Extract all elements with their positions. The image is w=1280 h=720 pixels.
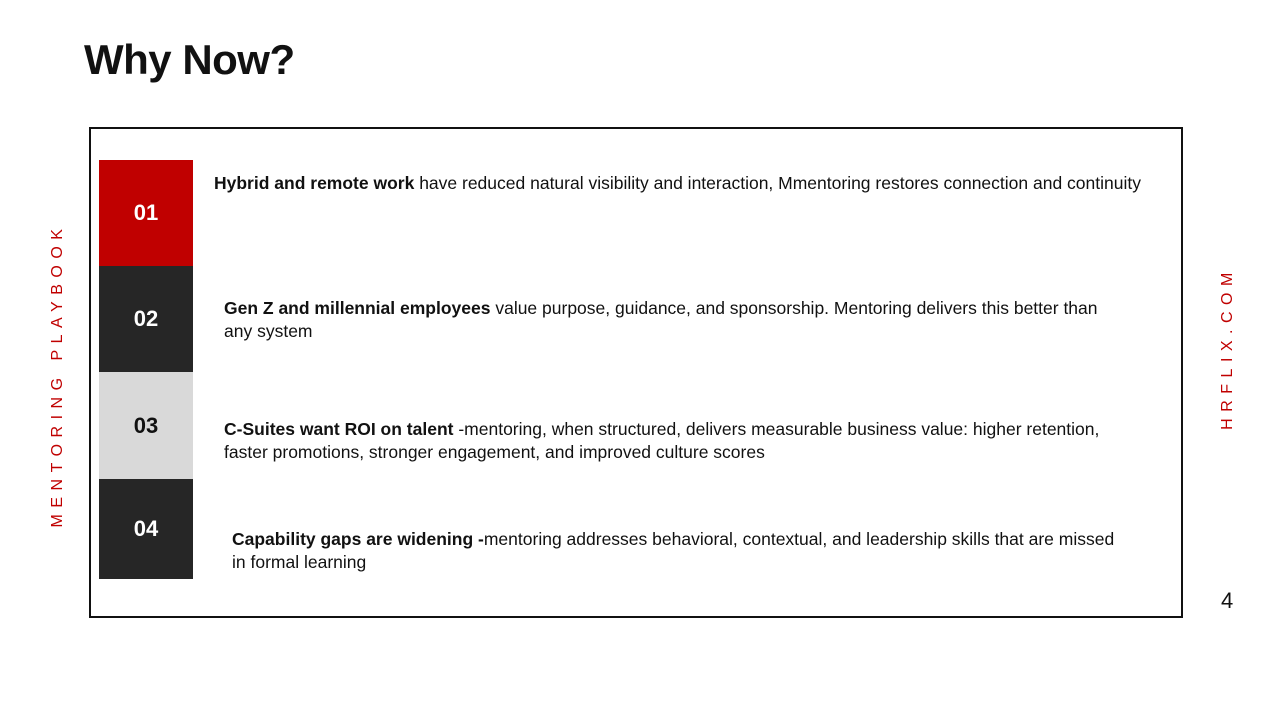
item-body: value purpose, guidance, and sponsorship. Mentoring delivers this better than any system xyxy=(224,298,1098,341)
number-badge-02: 02 xyxy=(99,266,193,372)
slide-title: Why Now? xyxy=(84,36,295,83)
page-number: 4 xyxy=(1221,588,1234,613)
item-body: -mentoring, when structured, delivers measurable business value: higher retention, faster promotions, stronger engagement, and improved culture scores xyxy=(224,419,1100,462)
item-heading: C-Suites want ROI on talent xyxy=(224,419,454,439)
number-badge-04: 04 xyxy=(99,479,193,579)
item-text-02 xyxy=(224,297,1124,343)
item-heading: Hybrid and remote work xyxy=(214,173,415,193)
item-heading: Capability gaps are widening - xyxy=(232,529,484,549)
item-text-01 xyxy=(214,172,1144,195)
number-badge-01: 01 xyxy=(99,160,193,266)
item-body: have reduced natural visibility and interaction, Mmentoring restores connection and continuity xyxy=(414,173,1141,193)
side-label-left: MENTORING PLAYBOOK xyxy=(49,222,66,528)
item-text-04 xyxy=(232,528,1122,574)
side-label-right: HRFLIX.COM xyxy=(1219,266,1236,430)
item-body: mentoring addresses behavioral, contextual, and leadership skills that are missed in formal learning xyxy=(232,529,1115,572)
item-text-03 xyxy=(224,418,1104,464)
number-badge-03: 03 xyxy=(99,372,193,479)
item-heading: Gen Z and millennial employees xyxy=(224,298,491,318)
